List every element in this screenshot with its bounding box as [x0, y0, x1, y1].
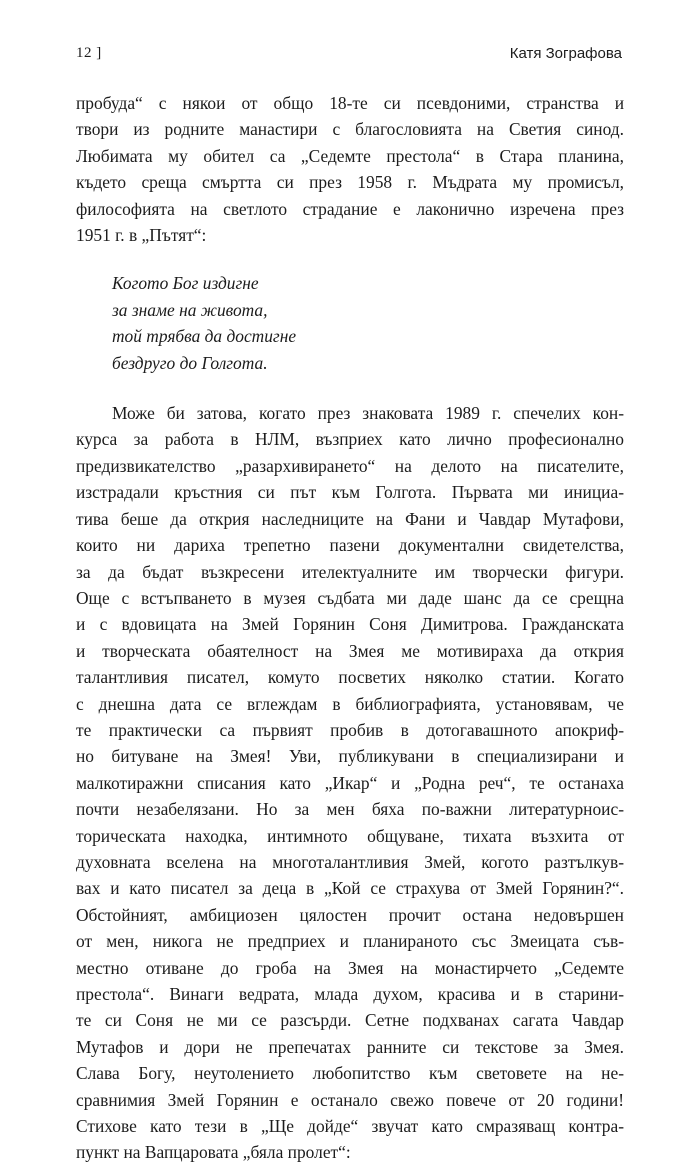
text-line: почти незабелязани. Но за мен бяха по-важни литературноис- — [76, 799, 624, 820]
text-line: пункт на Вапцаровата „бяла пролет“: — [76, 1142, 351, 1163]
text-line: философията на светлото страдание е лаконично изречена през — [76, 198, 624, 219]
text-line: Стихове като тези в „Ще дойде“ звучат като смразяващ контра- — [76, 1116, 624, 1137]
page-number: 12 ] — [76, 45, 102, 61]
text-line: предизвикателство „разархивирането“ на делото на писателите, — [76, 455, 624, 476]
text-line: от мен, никога не предприех и планираното със Змеицата съв- — [76, 931, 624, 952]
text-line: Слава Богу, неутолението любопитство към световете на не- — [76, 1063, 624, 1084]
verse-quote — [112, 270, 624, 376]
text-line: и с вдовицата на Змей Горянин Соня Димитрова. Гражданската — [76, 614, 624, 635]
text-line: торическата находка, интимното общуване, тихата възхита от — [76, 825, 624, 846]
text-line: Мутафов и дори не препечатах ранните си текстове за Змея. — [76, 1036, 624, 1057]
text-line: пробуда“ с някои от общо 18-те си псевдоними, странства и — [76, 93, 624, 113]
text-line: те практически са първият пробив в дотогавашното апокриф- — [76, 719, 624, 740]
verse-line: за знаме на живота, — [112, 299, 268, 320]
paragraph-1 — [76, 90, 624, 248]
verse-line: бездруго до Голгота. — [112, 352, 268, 373]
text-line: изстрадали кръстния си път към Голгота. Първата ми инициа- — [76, 482, 624, 503]
text-line: твори из родните манастири с благословията на Светия синод. — [76, 119, 624, 140]
text-line: Може би затова, когато през знаковата 1989 г. спечелих кон- — [112, 403, 624, 424]
text-line: малкотиражни списания като „Икар“ и „Родна реч“, те останаха — [76, 772, 624, 793]
verse-line: той трябва да достигне — [112, 326, 297, 347]
text-line: където среща смъртта си през 1958 г. Мъдрата му промисъл, — [76, 172, 624, 193]
paragraph-2 — [76, 400, 624, 1166]
text-line: 1951 г. в „Пътят“: — [76, 225, 207, 246]
text-line: сравнимия Змей Горянин е останало свежо повече от 20 години! — [76, 1089, 624, 1110]
text-line: престола“. Винаги ведрата, млада духом, красива и в старини- — [76, 984, 624, 1004]
text-line: за да бъдат възкресени ителектуалните им творчески фигури. — [76, 561, 624, 582]
text-line: те си Соня не ми се разсърди. Сетне подхванах сагата Чавдар — [76, 1010, 624, 1031]
text-line: вах и като писател за деца в „Кой се страхува от Змей Горянин?“. — [76, 878, 624, 899]
verse-line: Когото Бог издигне — [112, 273, 259, 294]
text-line: и творческата обаятелност на Змея ме мотивираха да открия — [76, 640, 624, 661]
text-line: които ни дариха трепетно пазени документални свидетелства, — [76, 535, 624, 556]
text-line: с днешна дата се вглеждам в библиографията, установявам, че — [76, 693, 624, 714]
text-line: но битуване на Змея! Уви, публикувани в специализирани и — [76, 746, 624, 767]
body-text — [76, 90, 624, 1166]
text-line: Още с встъпването в музея съдбата ми даде шанс да се срещна — [76, 587, 624, 608]
text-line: Любимата му обител са „Седемте престола“ в Стара планина, — [76, 145, 624, 166]
text-line: духовната вселена на многоталантливия Змей, когото разтълкув- — [76, 851, 624, 872]
text-line: тива беше да открия наследниците на Фани и Чавдар Мутафови, — [76, 508, 624, 529]
text-line: талантливия писател, комуто посветих няколко статии. Когато — [76, 667, 624, 688]
text-line: местно отиване до гроба на Змея на монастирчето „Седемте — [76, 957, 624, 978]
text-line: Обстойният, амбициозен цялостен прочит остана недовършен — [76, 904, 624, 925]
running-head-author: Катя Зографова — [509, 45, 622, 62]
text-line: курса за работа в НЛМ, възприех като лично професионално — [76, 429, 624, 450]
